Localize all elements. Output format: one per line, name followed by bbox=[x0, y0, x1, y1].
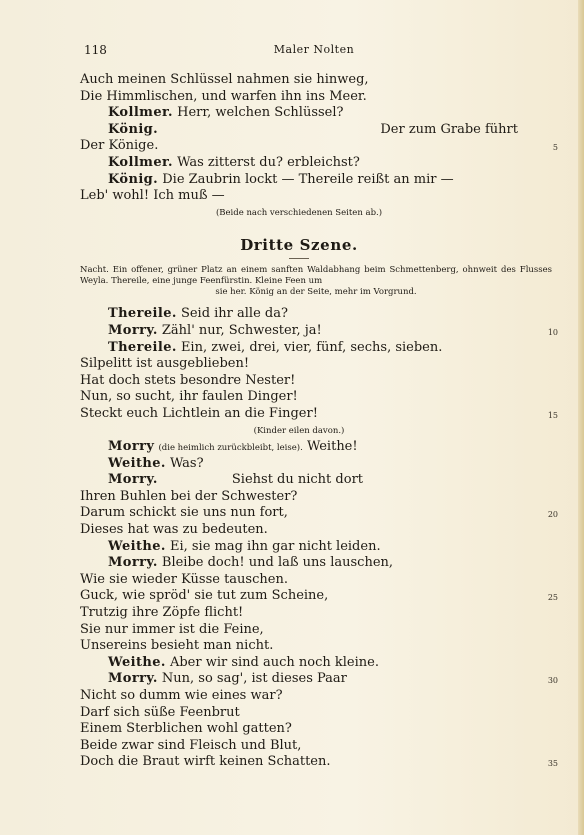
verse-text: Seid ihr alle da? bbox=[180, 306, 288, 322]
scene-title: Dritte Szene. bbox=[240, 236, 358, 255]
verse-text: Siehst du nicht dort bbox=[231, 472, 364, 488]
verse-text: Guck, wie spröd' sie tut zum Scheine, bbox=[80, 588, 329, 604]
verse-text: Doch die Braut wirft keinen Schatten. bbox=[80, 754, 331, 770]
verse-line bbox=[80, 89, 558, 106]
verse-text: Darum schickt sie uns nun fort, bbox=[80, 505, 288, 521]
verse-text: Nicht so dumm wie eines war? bbox=[80, 688, 283, 703]
verse-line bbox=[80, 588, 558, 605]
speaker-name: Weithe. bbox=[108, 654, 166, 670]
line-number: 35 bbox=[547, 759, 558, 769]
scene-description bbox=[80, 265, 552, 298]
verse-line bbox=[80, 688, 558, 705]
verse-text: Was? bbox=[169, 455, 204, 471]
verse-line bbox=[80, 522, 558, 539]
verse-line bbox=[80, 505, 558, 522]
verse-line bbox=[80, 754, 558, 771]
page-number: 118 bbox=[84, 43, 107, 57]
verse-line bbox=[80, 738, 558, 755]
verse-text: Silpelitt ist ausgeblieben! bbox=[80, 356, 250, 372]
verse-text: Ihren Buhlen bei der Schwester? bbox=[80, 488, 298, 504]
speaker-name: Kollmer. bbox=[108, 154, 173, 170]
verse-text: Ein, zwei, drei, vier, fünf, sechs, sieben. bbox=[180, 339, 443, 355]
verse-line bbox=[80, 406, 558, 423]
verse-text: Einem Sterblichen wohl gatten? bbox=[80, 721, 292, 737]
verse-line bbox=[80, 472, 558, 489]
text-body bbox=[80, 72, 558, 771]
verse-line bbox=[80, 489, 558, 506]
verse-line bbox=[80, 356, 558, 373]
verse-text: Die Zaubrin lockt — Thereile reißt an mir — bbox=[162, 171, 454, 187]
verse-line bbox=[80, 721, 558, 738]
verse-text: Auch meinen Schlüssel nahmen sie hinweg, bbox=[80, 72, 369, 87]
verse-text: Zähl' nur, Schwester, ja! bbox=[161, 322, 322, 338]
speaker-name: Morry. bbox=[108, 555, 158, 571]
verse-text: Hat doch stets besondre Nester! bbox=[80, 372, 296, 388]
verse-text: Ei, sie mag ihn gar nicht leiden. bbox=[169, 538, 381, 554]
line-number: 15 bbox=[547, 410, 558, 420]
verse-line bbox=[80, 456, 558, 473]
verse-line bbox=[80, 655, 558, 672]
verse-text: Weithe! bbox=[306, 439, 358, 455]
verse-line bbox=[80, 72, 558, 89]
verse-block-b bbox=[80, 306, 558, 422]
verse-text: Nun, so sucht, ihr faulen Dinger! bbox=[80, 389, 298, 405]
verse-text: Herr, welchen Schlüssel? bbox=[177, 105, 344, 121]
speaker-name: Morry. bbox=[108, 472, 158, 488]
verse-text: Der Könige. bbox=[80, 138, 159, 154]
verse-text: Nun, so sag', ist dieses Paar bbox=[161, 671, 347, 687]
verse-line bbox=[80, 323, 558, 340]
verse-line bbox=[80, 373, 558, 390]
verse-block-a bbox=[80, 72, 558, 205]
verse-text: Leb' wohl! Ich muß — bbox=[80, 188, 225, 204]
verse-text: Aber wir sind auch noch kleine. bbox=[169, 654, 379, 670]
verse-text: Darf sich süße Feenbrut bbox=[80, 704, 240, 720]
line-number: 30 bbox=[547, 676, 558, 686]
scene-description-line: Nacht. Ein offener, grüner Platz an einem sanften Waldabhang beim Schmettenberg, ohnweit des Flusses Weyla. Thereile, eine junge Feenfürstin. Kleine Feen um bbox=[80, 265, 552, 287]
verse-block-c bbox=[80, 439, 558, 771]
stage-direction-inline: (die heimlich zurückbleibt, leise). bbox=[158, 443, 303, 454]
verse-line bbox=[80, 555, 558, 572]
speaker-name: Weithe. bbox=[108, 455, 166, 471]
verse-text: Sie nur immer ist die Feine, bbox=[80, 621, 264, 637]
speaker-name: Morry. bbox=[108, 671, 158, 687]
verse-text: Unsereins besieht man nicht. bbox=[80, 638, 274, 654]
line-number: 5 bbox=[552, 143, 558, 153]
verse-line bbox=[80, 138, 558, 155]
verse-line bbox=[80, 605, 558, 622]
stage-direction: (Kinder eilen davon.) bbox=[253, 425, 345, 436]
page-header bbox=[84, 42, 544, 58]
verse-line bbox=[80, 188, 558, 205]
line-number: 25 bbox=[547, 593, 558, 603]
page-edge bbox=[578, 0, 584, 835]
line-number: 20 bbox=[547, 510, 558, 520]
speaker-name: Weithe. bbox=[108, 538, 166, 554]
verse-text: Bleibe doch! und laß uns lauschen, bbox=[161, 555, 394, 571]
verse-line bbox=[80, 340, 558, 357]
verse-line bbox=[80, 572, 558, 589]
running-title: Maler Nolten bbox=[273, 43, 355, 56]
speaker-name: Morry. bbox=[108, 322, 158, 338]
speaker-name: Thereile. bbox=[108, 306, 177, 322]
verse-line bbox=[80, 638, 558, 655]
verse-line bbox=[80, 539, 558, 556]
verse-line bbox=[80, 439, 558, 456]
scene-rule bbox=[289, 258, 309, 259]
speaker-name: Morry bbox=[108, 439, 155, 455]
verse-line bbox=[80, 105, 558, 122]
verse-line bbox=[80, 705, 558, 722]
verse-text: Was zitterst du? erbleichst? bbox=[177, 154, 360, 170]
stage-direction: (Beide nach verschiedenen Seiten ab.) bbox=[215, 207, 383, 218]
speaker-name: Kollmer. bbox=[108, 105, 173, 121]
verse-line bbox=[80, 172, 558, 189]
speaker-name: Thereile. bbox=[108, 339, 177, 355]
verse-line bbox=[80, 671, 558, 688]
verse-line bbox=[80, 306, 558, 323]
verse-text: Trutzig ihre Zöpfe flicht! bbox=[80, 605, 244, 621]
verse-text: Der zum Grabe führt bbox=[380, 121, 518, 137]
verse-text: Dieses hat was zu bedeuten. bbox=[80, 522, 268, 538]
verse-line bbox=[80, 622, 558, 639]
verse-line bbox=[80, 122, 558, 139]
scene-description-line: sie her. König an der Seite, mehr im Vorgrund. bbox=[215, 287, 417, 298]
line-number: 10 bbox=[547, 327, 558, 337]
verse-text: Wie sie wieder Küsse tauschen. bbox=[80, 571, 288, 587]
speaker-name: König. bbox=[108, 121, 159, 137]
verse-text: Die Himmlischen, und warfen ihn ins Meer. bbox=[80, 88, 367, 104]
verse-line bbox=[80, 389, 558, 406]
verse-text: Steckt euch Lichtlein an die Finger! bbox=[80, 405, 318, 421]
verse-line bbox=[80, 155, 558, 172]
verse-text: Beide zwar sind Fleisch und Blut, bbox=[80, 737, 302, 753]
speaker-name: König. bbox=[108, 171, 159, 187]
